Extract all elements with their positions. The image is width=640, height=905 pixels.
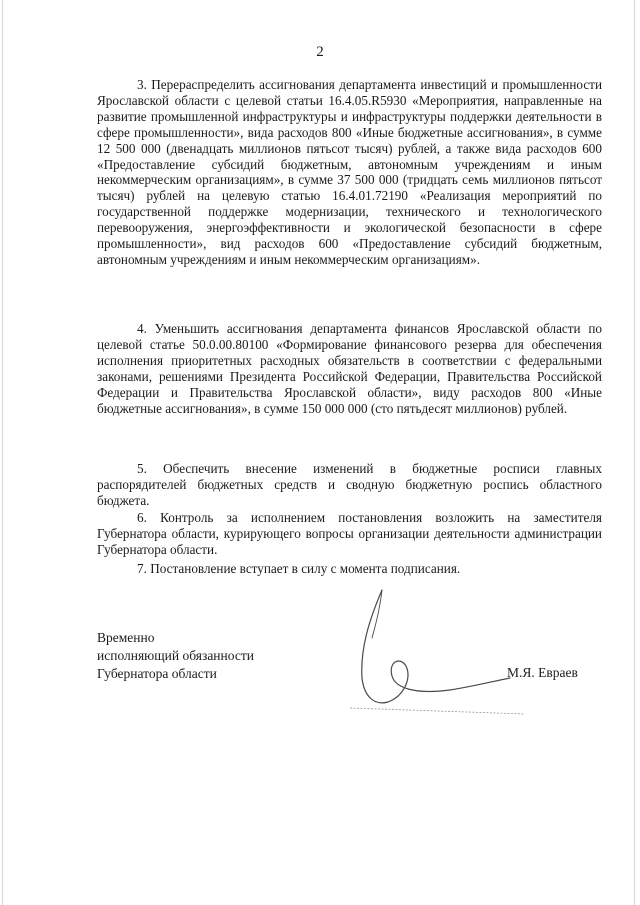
page-number: 2: [316, 44, 324, 60]
paragraph-3-reallocation: 3. Перераспределить ассигнования департамента инвестиций и промышленности Ярославской области с целевой статьи 16.4.05.R5930 «Мероприятия, направленные на развитие промышленной инфраструктуры и инфраструктуры поддержки деятельности в сфере промышленности», вида расходов 800 «Иные бюджетные ассигнования», в сумме 12 500 000 (двенадцать миллионов пятьсот тысяч) рублей, а также вида расходов 600 «Предоставление субсидий бюджетным, автономным учреждениям и иным некоммерческим организациям», в сумме 37 500 000 (тридцать семь миллионов пятьсот тысяч) рублей на целевую статью 16.4.01.72190 «Реализация мероприятий по государственной поддержке модернизации, технического и технологического перевооружения, энергоэффективности и экологической безопасности в сфере промышленности», вид расходов 600 «Предоставление субсидий бюджетным, автономным учреждениям и иным некоммерческим организациям».: [97, 77, 602, 267]
signatory-title-line: исполняющий обязанности: [97, 648, 254, 663]
signatory-name: М.Я. Евраев: [507, 665, 578, 680]
paragraph-7-effective-date: 7. Постановление вступает в силу с момента подписания.: [137, 561, 461, 576]
paragraph-4-reduce-appropriations: 4. Уменьшить ассигнования департамента финансов Ярославской области по целевой статье 50.0.00.80100 «Формирование финансового резерва для обеспечения исполнения приоритетных расходных обязательств в соответствии с федеральными законами, решениями Президента Российской Федерации, Правительства Российской Федерации и Правительства Ярославской области», виду расходов 800 «Иные бюджетные ассигнования», в сумме 150 000 000 (сто пятьдесят миллионов) рублей.: [97, 321, 602, 416]
paragraph-5-budget-changes: 5. Обеспечить внесение изменений в бюджетные росписи главных распорядителей бюджетных средств и сводную бюджетную роспись областного бюджета.: [97, 461, 602, 508]
scan-edge-left: [2, 0, 3, 905]
signatory-title-line: Временно: [97, 630, 155, 645]
scan-edge-right: [634, 0, 635, 905]
paragraph-6-control: 6. Контроль за исполнением постановления возложить на заместителя Губернатора области, курирующего вопросы организации деятельности администрации Губернатора области.: [97, 510, 602, 557]
signatory-title: [97, 629, 254, 683]
handwritten-signature: [340, 578, 540, 718]
signatory-title-line: Губернатора области: [97, 666, 217, 681]
